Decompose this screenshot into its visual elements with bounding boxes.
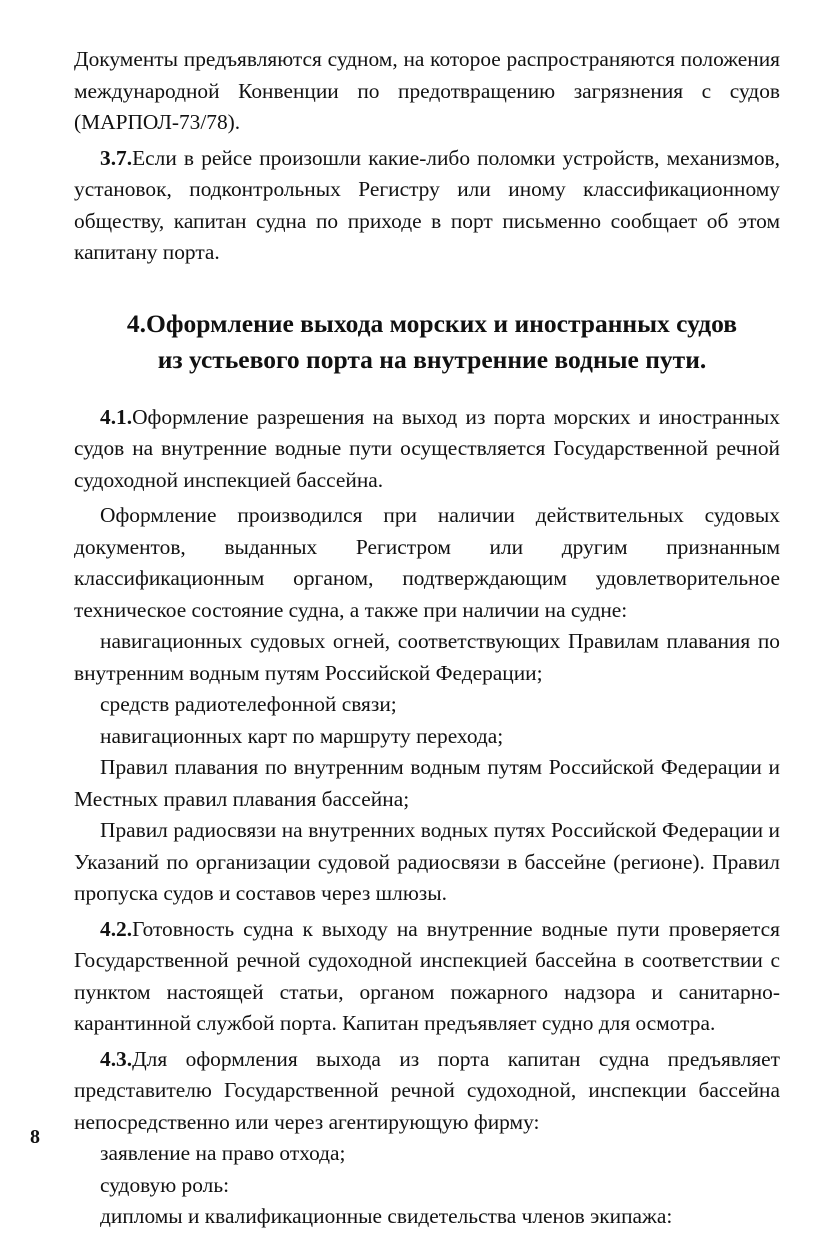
- paragraph-text: заявление на право отхода;: [100, 1141, 346, 1165]
- section-title-line-1: 4.Оформление выхода морских и иностранных судов: [126, 308, 738, 338]
- paragraph-4-1: [74, 402, 780, 497]
- clause-number: 3.7.: [100, 145, 133, 170]
- document-page: [74, 44, 780, 1233]
- paragraph-text: Оформление производился при наличии действительных судовых документов, выданных Регистром или другим признанным классификационным органом, подтверждающим удовлетворительное техническое состояние судна, а также при наличии на судне:: [74, 503, 780, 622]
- list-item-diplomas: [74, 1201, 780, 1233]
- list-item-radio-rules: [74, 815, 780, 910]
- list-item-navigation-rules: [74, 752, 780, 815]
- section-heading: [74, 306, 780, 378]
- clause-number: 4.2.: [100, 916, 133, 941]
- paragraph-text: средств радиотелефонной связи;: [100, 692, 397, 716]
- clause-number: 4.3.: [100, 1046, 133, 1071]
- paragraph-marpol: [74, 44, 780, 139]
- list-item-crew-list: [74, 1170, 780, 1202]
- list-item-charts: [74, 721, 780, 753]
- paragraph-4-3: [74, 1044, 780, 1139]
- paragraph-text: дипломы и квалификационные свидетельства членов экипажа:: [100, 1204, 673, 1228]
- paragraph-4-2: [74, 914, 780, 1040]
- paragraph-3-7: [74, 143, 780, 269]
- paragraph-requirements: [74, 500, 780, 626]
- paragraph-text: навигационных карт по маршруту перехода;: [100, 723, 504, 748]
- list-item-departure-application: [74, 1138, 780, 1170]
- paragraph-text: Для оформления выхода из порта капитан судна предъявляет представителю Государственной речной судоходной, инспекции бассейна непосредственно или через агентирующую фирму:: [74, 1046, 780, 1134]
- list-item-radio: [74, 689, 780, 721]
- paragraph-text: Правил плавания по внутренним водным путям Российской Федерации и Местных правил плавания бассейна;: [74, 755, 780, 811]
- section-title-line-2: из устьевого порта на внутренние водные пути.: [157, 344, 707, 374]
- paragraph-text: Документы предъявляются судном, на которое распространяются положения международной Конвенции по предотвращению загрязнения с судов (МАРПОЛ-73/78).: [74, 47, 780, 134]
- clause-number: 4.1.: [100, 404, 133, 429]
- page-number: 8: [30, 1126, 40, 1148]
- paragraph-text: Оформление разрешения на выход из порта морских и иностранных судов на внутренние водные пути осуществляется Государственной речной судоходной инспекцией бассейна.: [74, 404, 780, 492]
- paragraph-text: Готовность судна к выходу на внутренние водные пути проверяется Государственной речной судоходной инспекцией бассейна в соответствии с пунктом настоящей статьи, органом пожарного надзора и санитарно-карантинной службой порта. Капитан предъявляет судно для осмотра.: [74, 916, 780, 1035]
- paragraph-text: Правил радиосвязи на внутренних водных путях Российской Федерации и Указаний по организации судовой радиосвязи в бассейне (регионе). Правил пропуска судов и составов через шлюзы.: [74, 818, 780, 905]
- list-item-lights: [74, 626, 780, 689]
- paragraph-text: судовую роль:: [100, 1172, 230, 1197]
- paragraph-text: Если в рейсе произошли какие-либо поломки устройств, механизмов, установок, подконтрольных Регистру или иному классификационному обществу, капитан судна по приходе в порт письменно сообщает об этом капитану порта.: [74, 145, 780, 264]
- paragraph-text: навигационных судовых огней, соответствующих Правилам плавания по внутренним водным путям Российской Федерации;: [74, 629, 780, 685]
